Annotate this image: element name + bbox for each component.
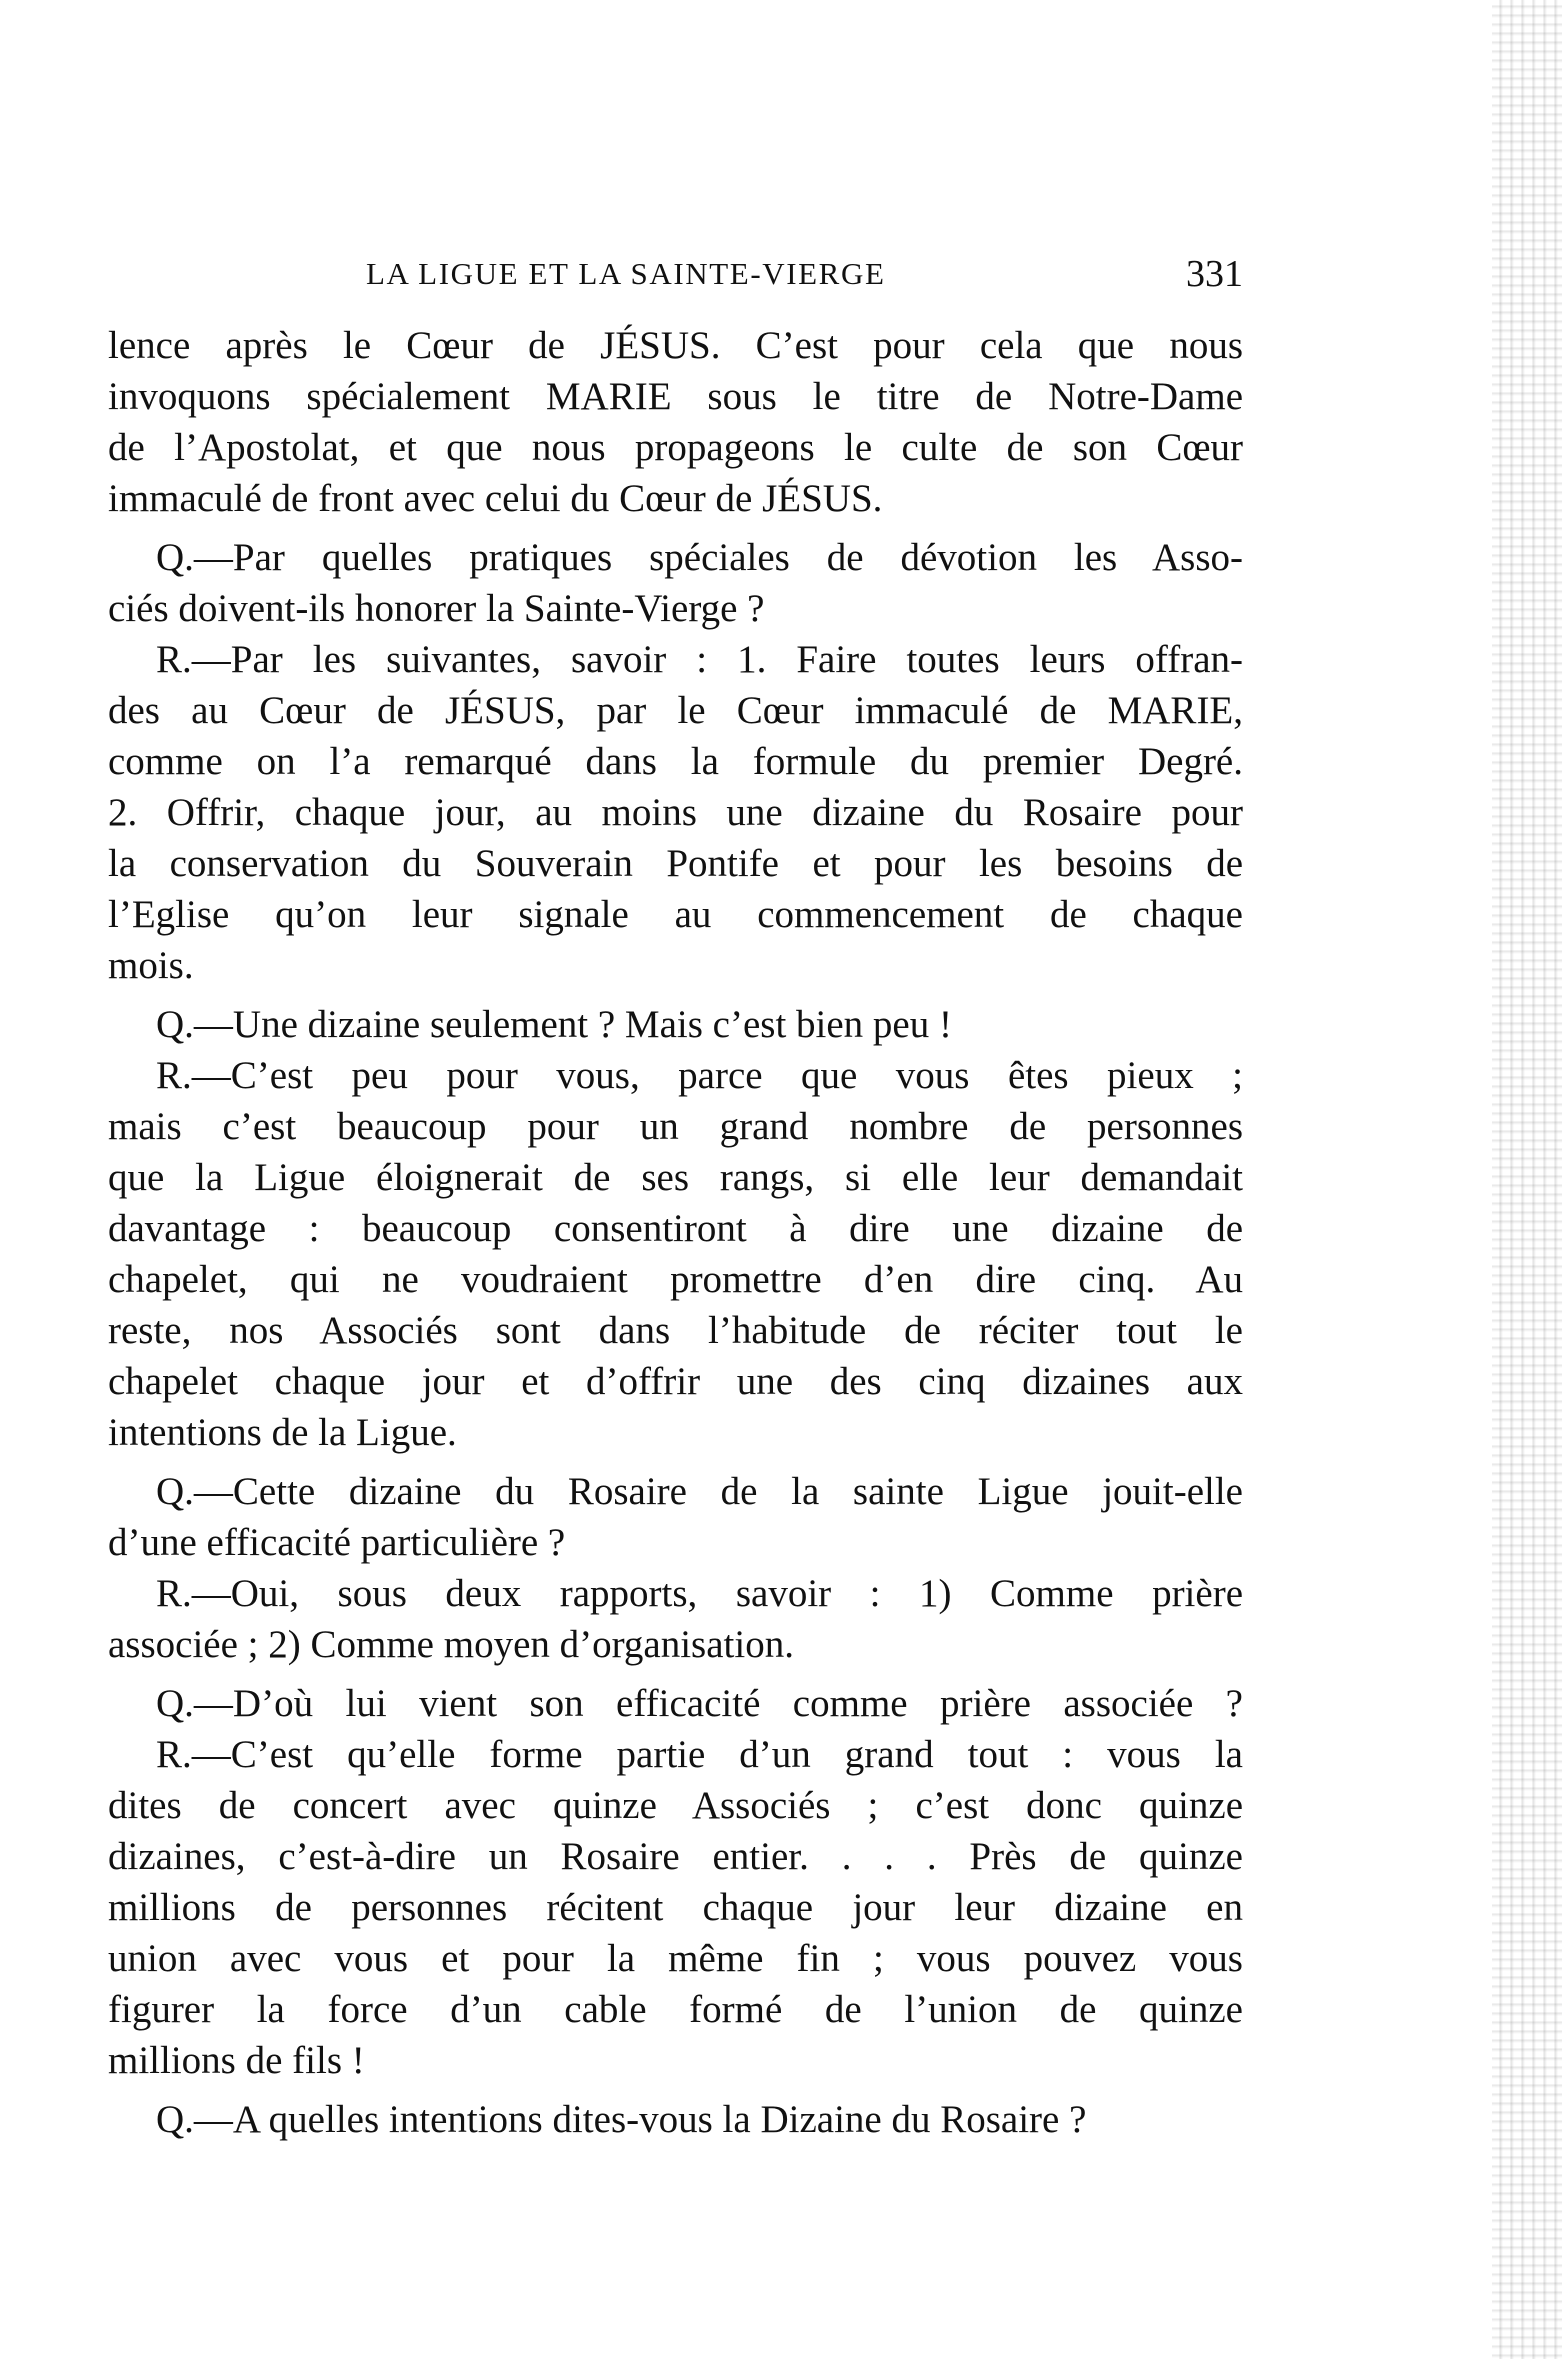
text-line: de l’Apostolat, et que nous propageons le culte de son Cœur xyxy=(108,426,1243,469)
text-line: que la Ligue éloignerait de ses rangs, si elle leur demandait xyxy=(108,1156,1243,1199)
text-line: intentions de la Ligue. xyxy=(108,1411,457,1454)
text-line: Q.—Cette dizaine du Rosaire de la sainte Ligue jouit-elle xyxy=(156,1470,1243,1513)
text-line: la conservation du Souverain Pontife et pour les besoins de xyxy=(108,842,1243,885)
text-line: 2. Offrir, chaque jour, au moins une dizaine du Rosaire pour xyxy=(108,791,1243,834)
text-line: millions de personnes récitent chaque jour leur dizaine en xyxy=(108,1886,1243,1929)
text-line: comme on l’a remarqué dans la formule du premier Degré. xyxy=(108,740,1243,783)
text-line: Q.—Une dizaine seulement ? Mais c’est bien peu ! xyxy=(156,1003,952,1046)
text-line: l’Eglise qu’on leur signale au commencement de chaque xyxy=(108,893,1243,936)
scan-edge-noise xyxy=(1492,0,1562,2359)
text-line: invoquons spécialement MARIE sous le titre de Notre-Dame xyxy=(108,375,1243,418)
body-text xyxy=(108,320,1243,2145)
text-line: des au Cœur de JÉSUS, par le Cœur immaculé de MARIE, xyxy=(108,689,1243,732)
text-line: R.—C’est qu’elle forme partie d’un grand tout : vous la xyxy=(156,1733,1243,1776)
text-line: ciés doivent-ils honorer la Sainte-Vierge ? xyxy=(108,587,765,630)
text-line: R.—C’est peu pour vous, parce que vous êtes pieux ; xyxy=(156,1054,1243,1097)
text-line: union avec vous et pour la même fin ; vous pouvez vous xyxy=(108,1937,1243,1980)
text-line: associée ; 2) Comme moyen d’organisation. xyxy=(108,1623,794,1666)
page-header xyxy=(108,252,1243,302)
running-head: LA LIGUE ET LA SAINTE-VIERGE xyxy=(366,256,886,291)
text-line: immaculé de front avec celui du Cœur de JÉSUS. xyxy=(108,477,883,520)
paragraph-gap xyxy=(108,1670,1243,1678)
text-line: mais c’est beaucoup pour un grand nombre de personnes xyxy=(108,1105,1243,1148)
text-line: chapelet chaque jour et d’offrir une des cinq dizaines aux xyxy=(108,1360,1243,1403)
page-number: 331 xyxy=(1186,253,1243,295)
text-line: Q.—Par quelles pratiques spéciales de dévotion les Asso- xyxy=(156,536,1243,579)
text-line: millions de fils ! xyxy=(108,2039,365,2082)
text-line: figurer la force d’un cable formé de l’union de quinze xyxy=(108,1988,1243,2031)
text-line: Q.—D’où lui vient son efficacité comme prière associée ? xyxy=(156,1682,1243,1725)
text-line: R.—Oui, sous deux rapports, savoir : 1) Comme prière xyxy=(156,1572,1243,1615)
text-line: Q.—A quelles intentions dites-vous la Dizaine du Rosaire ? xyxy=(156,2098,1087,2141)
text-line: dizaines, c’est-à-dire un Rosaire entier. . . . Près de quinze xyxy=(108,1835,1243,1878)
paragraph-gap xyxy=(108,991,1243,999)
paragraph-gap xyxy=(108,524,1243,532)
text-line: lence après le Cœur de JÉSUS. C’est pour cela que nous xyxy=(108,324,1243,367)
paragraph-gap xyxy=(108,1458,1243,1466)
text-line: mois. xyxy=(108,944,194,987)
text-line: R.—Par les suivantes, savoir : 1. Faire toutes leurs offran- xyxy=(156,638,1243,681)
text-line: davantage : beaucoup consentiront à dire une dizaine de xyxy=(108,1207,1243,1250)
text-line: d’une efficacité particulière ? xyxy=(108,1521,566,1564)
text-line: dites de concert avec quinze Associés ; c’est donc quinze xyxy=(108,1784,1243,1827)
paragraph-gap xyxy=(108,2086,1243,2094)
text-line: chapelet, qui ne voudraient promettre d’en dire cinq. Au xyxy=(108,1258,1243,1301)
text-line: reste, nos Associés sont dans l’habitude de réciter tout le xyxy=(108,1309,1243,1352)
